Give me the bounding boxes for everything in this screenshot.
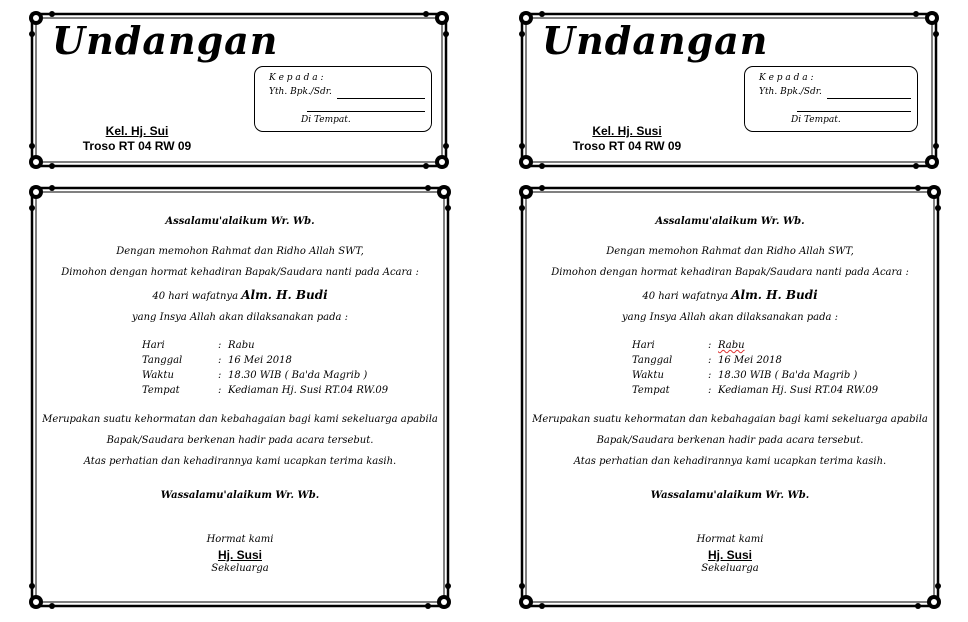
greeting: Assalamu'alaikum Wr. Wb. [655, 216, 805, 227]
to-label: K e p a d a : [269, 73, 324, 83]
signer-line [512, 548, 948, 562]
recipient-line-1[interactable] [827, 98, 911, 99]
place-label: Di Tempat. [791, 115, 841, 125]
to-label: K e p a d a : [759, 73, 814, 83]
detail-row: Tempat : Kediaman Hj. Susi RT.04 RW.09 [142, 385, 389, 396]
event-line [512, 288, 948, 302]
recipient-line-1[interactable] [337, 98, 425, 99]
yth-label: Yth. Bpk./Sdr. [269, 87, 332, 97]
detail-row: Tanggal : 16 Mei 2018 [632, 355, 782, 366]
detail-value: Rabu [718, 340, 745, 351]
closing-line-2: Bapak/Saudara berkenan hadir pada acara tersebut. [106, 435, 374, 446]
detail-value: Kediaman Hj. Susi RT.04 RW.09 [718, 385, 879, 396]
event-prefix: 40 hari wafatnya [642, 291, 732, 302]
farewell: Wassalamu'alaikum Wr. Wb. [650, 490, 810, 501]
sender-name: Kel. Hj. Susi [592, 124, 662, 138]
detail-row: Tanggal : 16 Mei 2018 [142, 355, 292, 366]
sender-name: Kel. Hj. Sui [105, 124, 169, 138]
detail-key: Tempat [142, 385, 180, 396]
detail-key: Hari [142, 340, 165, 351]
signer-name: Hj. Susi [217, 548, 262, 562]
event-line [22, 288, 458, 302]
detail-row: Waktu : 18.30 WIB ( Ba'da Magrib ) [142, 370, 368, 381]
greeting: Assalamu'alaikum Wr. Wb. [165, 216, 315, 227]
detail-key: Tempat [632, 385, 670, 396]
sender-address: Troso RT 04 RW 09 [82, 139, 192, 153]
detail-row: Hari : Rabu [142, 340, 255, 351]
intro-line-2: Dimohon dengan hormat kehadiran Bapak/Saudara nanti pada Acara : [61, 267, 419, 278]
detail-value: 16 Mei 2018 [228, 355, 292, 366]
closing-line-3: Atas perhatian dan kehadirannya kami ucapkan terima kasih. [83, 456, 397, 467]
detail-key: Waktu [142, 370, 174, 381]
invitation-card-2 [490, 0, 968, 622]
regards: Hormat kami [206, 534, 274, 545]
detail-key: Hari [632, 340, 655, 351]
sender-block [562, 124, 692, 154]
signer-role: Sekeluarga [211, 563, 269, 574]
deceased-name: Alm. H. Budi [241, 288, 328, 302]
envelope-title: Undangan [52, 18, 279, 63]
detail-value: 18.30 WIB ( Ba'da Magrib ) [228, 370, 368, 381]
farewell: Wassalamu'alaikum Wr. Wb. [160, 490, 320, 501]
regards: Hormat kami [696, 534, 764, 545]
detail-row: Tempat : Kediaman Hj. Susi RT.04 RW.09 [632, 385, 879, 396]
intro-line-1: Dengan memohon Rahmat dan Ridho Allah SWT, [116, 246, 364, 257]
envelope-title: Undangan [542, 18, 769, 63]
envelope-panel [22, 8, 456, 174]
envelope-panel [512, 8, 946, 174]
signer-name: Hj. Susi [707, 548, 752, 562]
closing-line-2: Bapak/Saudara berkenan hadir pada acara tersebut. [596, 435, 864, 446]
recipient-line-2[interactable] [797, 111, 911, 112]
sender-block [72, 124, 202, 154]
sender-address: Troso RT 04 RW 09 [572, 139, 682, 153]
closing-line-1: Merupakan suatu kehormatan dan kebahagaian bagi kami sekeluarga apabila [42, 414, 438, 425]
intro-line-1: Dengan memohon Rahmat dan Ridho Allah SWT, [606, 246, 854, 257]
closing-line-1: Merupakan suatu kehormatan dan kebahagaian bagi kami sekeluarga apabila [532, 414, 928, 425]
recipient-box [744, 66, 918, 132]
recipient-line-2[interactable] [307, 111, 425, 112]
detail-row: Hari : Rabu [632, 340, 745, 351]
detail-value: Kediaman Hj. Susi RT.04 RW.09 [228, 385, 389, 396]
place-label: Di Tempat. [301, 115, 351, 125]
signer-role: Sekeluarga [701, 563, 759, 574]
recipient-box [254, 66, 432, 132]
signer-line [22, 548, 458, 562]
detail-key: Waktu [632, 370, 664, 381]
event-details [142, 338, 388, 398]
detail-value: Rabu [228, 340, 255, 351]
detail-value: 18.30 WIB ( Ba'da Magrib ) [718, 370, 858, 381]
letter-panel [22, 182, 458, 614]
closing-line-3: Atas perhatian dan kehadirannya kami ucapkan terima kasih. [573, 456, 887, 467]
detail-key: Tanggal [142, 355, 183, 366]
yth-label: Yth. Bpk./Sdr. [759, 87, 822, 97]
detail-row: Waktu : 18.30 WIB ( Ba'da Magrib ) [632, 370, 858, 381]
event-details [632, 338, 878, 398]
letter-panel [512, 182, 948, 614]
schedule-intro: yang Insya Allah akan dilaksanakan pada : [622, 312, 838, 323]
event-prefix: 40 hari wafatnya [152, 291, 242, 302]
intro-line-2: Dimohon dengan hormat kehadiran Bapak/Saudara nanti pada Acara : [551, 267, 909, 278]
detail-value: 16 Mei 2018 [718, 355, 782, 366]
detail-key: Tanggal [632, 355, 673, 366]
deceased-name: Alm. H. Budi [731, 288, 818, 302]
schedule-intro: yang Insya Allah akan dilaksanakan pada : [132, 312, 348, 323]
